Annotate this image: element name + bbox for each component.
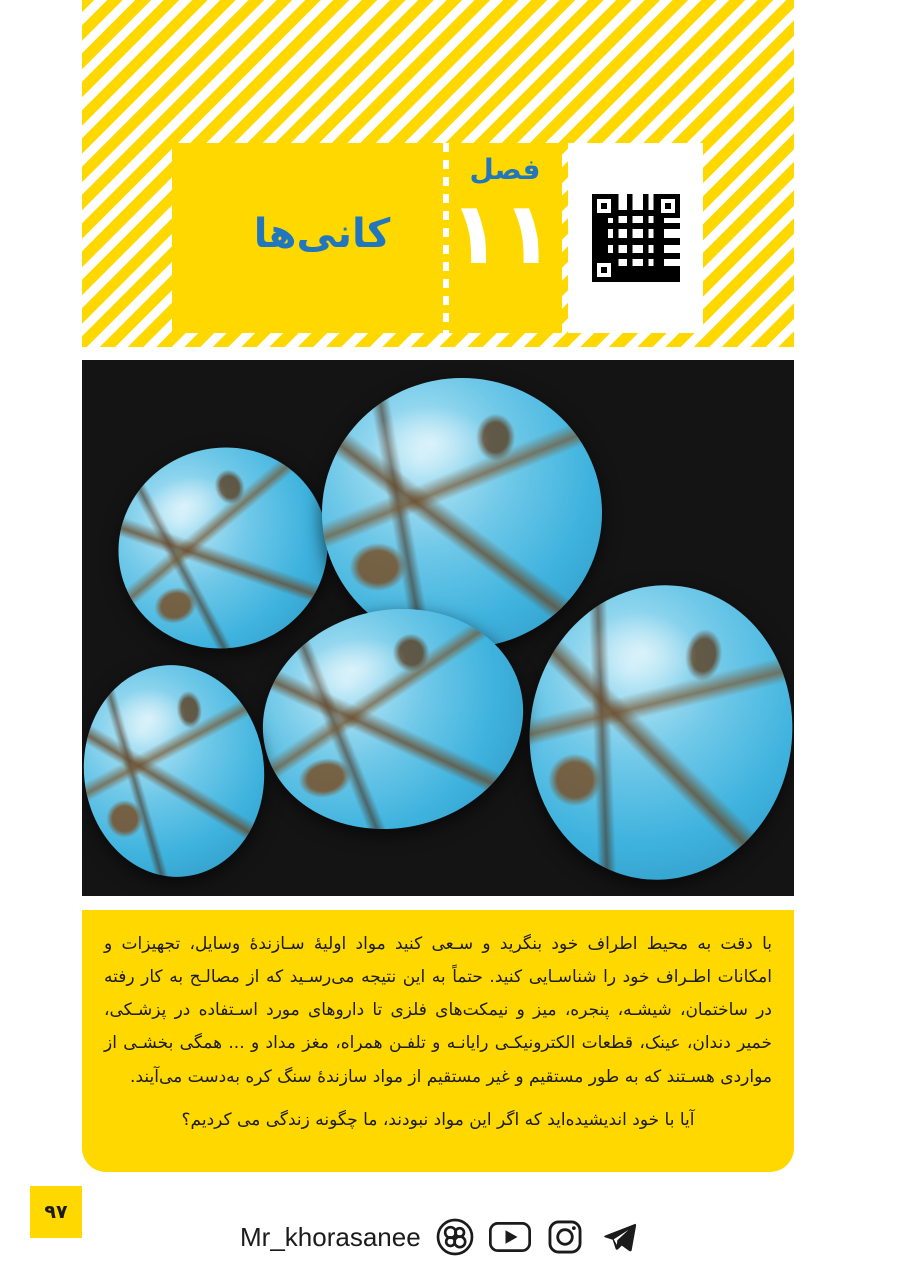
- chapter-photo: [82, 360, 794, 896]
- intro-text-box: [82, 910, 794, 1172]
- chapter-name: کانی‌ها: [253, 211, 391, 257]
- chapter-number: ۱۱: [449, 184, 554, 284]
- page-number: ۹۷: [30, 1186, 82, 1238]
- chapter-title-block: [172, 143, 562, 333]
- stone-5: [82, 656, 275, 886]
- chapter-divider: [443, 143, 449, 333]
- youtube-icon[interactable]: [489, 1216, 531, 1258]
- qr-code-card[interactable]: [568, 143, 703, 333]
- telegram-icon[interactable]: [599, 1216, 641, 1258]
- qr-eye-top-left: [592, 194, 616, 218]
- stone-3: [511, 568, 794, 896]
- intro-paragraph-2: آیا با خود اندیشیده‌اید که اگر این مواد نبودند، ما چگونه زندگی می کردیم؟: [181, 1109, 695, 1130]
- app-icon[interactable]: [434, 1216, 476, 1258]
- social-bar: [232, 1216, 641, 1258]
- qr-eye-top-right: [656, 194, 680, 218]
- qr-eye-bottom-left: [592, 258, 616, 282]
- social-handle: Mr_khorasanee: [240, 1221, 421, 1252]
- chapter-word-label: فصل: [469, 153, 541, 186]
- instagram-icon[interactable]: [544, 1216, 586, 1258]
- intro-paragraph-1: با دقت به محیط اطراف خود بنگرید و سـعی کنید مواد اولیهٔ سـازندهٔ وسایل، تجهیزات و امکانات اطـراف خود را شناسـایی کنید. حتماً به این نتیجه می‌رسـید که از مصالـح به کار رفته در ساختمان، شیشـه، پنجره، میز و نیمکت‌های فلزی تا داروهای مورد اسـتفاده در پزشـکی، خمیر دندان، عینک، قطعات الکترونیکـی رایانـه و تلفـن همراه، مغز مداد و ... همگی بخشـی از مواردی هسـتند که به طور مستقیم و غیر مستقیم از مواد سازندهٔ سنگ کره به‌دست می‌آیند.: [104, 934, 772, 1087]
- qr-code-icon[interactable]: [592, 194, 680, 282]
